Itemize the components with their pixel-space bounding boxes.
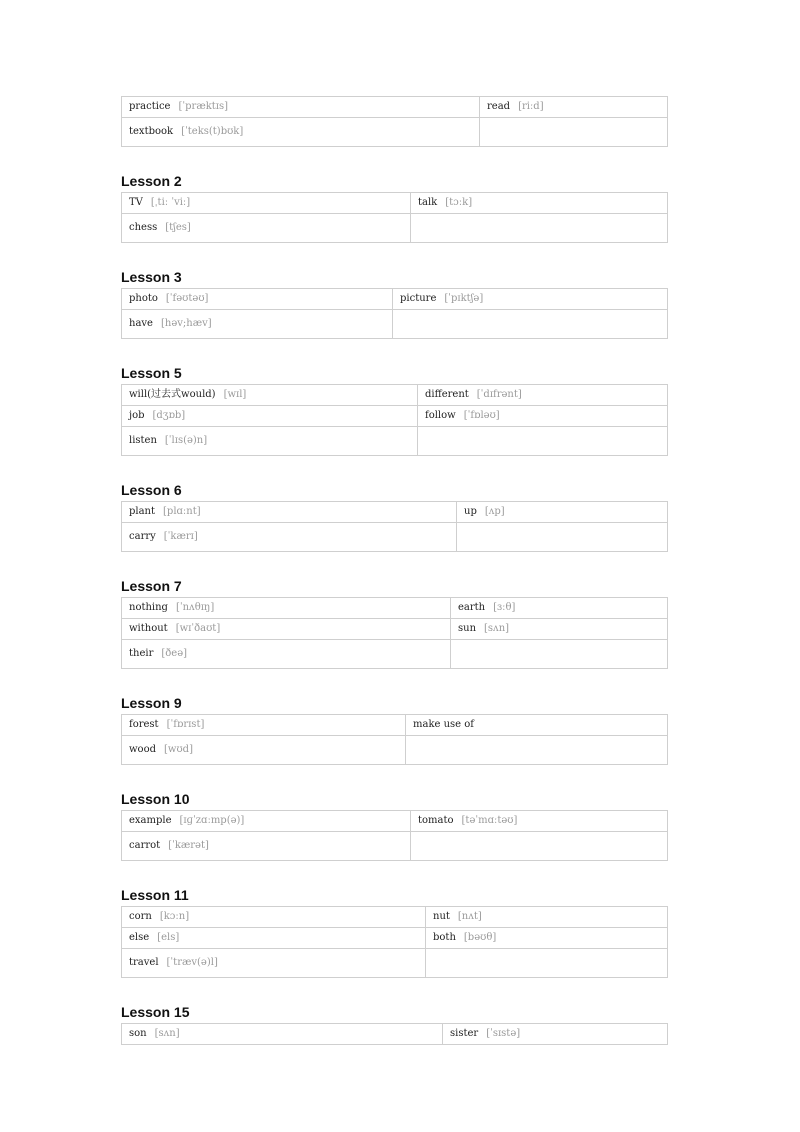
table-row <box>122 598 668 619</box>
vocab-cell <box>457 502 668 523</box>
vocab-cell <box>418 427 668 456</box>
vocab-pronunciation: [ɜːθ] <box>493 602 516 613</box>
vocab-cell <box>418 406 668 427</box>
vocab-word: earth <box>458 602 486 613</box>
lesson-section <box>121 1004 667 1045</box>
table-row <box>122 715 668 736</box>
vocab-cell <box>122 385 418 406</box>
vocab-pronunciation: [ˈdɪfrənt] <box>476 389 522 400</box>
lesson-title: Lesson 9 <box>121 695 182 711</box>
vocab-cell <box>122 640 451 669</box>
vocab-cell <box>122 193 411 214</box>
vocab-pronunciation: [wɪl] <box>223 389 247 400</box>
lesson-title: Lesson 6 <box>121 482 182 498</box>
lesson-section <box>121 482 667 552</box>
lesson-title: Lesson 2 <box>121 173 182 189</box>
vocab-pronunciation: [riːd] <box>518 101 544 112</box>
vocab-word: plant <box>129 506 156 517</box>
vocab-word: make use of <box>413 719 474 730</box>
vocab-table <box>121 288 668 339</box>
lesson-title: Lesson 3 <box>121 269 182 285</box>
table-row <box>122 640 668 669</box>
table-row <box>122 811 668 832</box>
table-row <box>122 193 668 214</box>
table-row <box>122 406 668 427</box>
vocab-cell <box>122 427 418 456</box>
vocab-pronunciation: [kɔːn] <box>159 911 190 922</box>
vocab-cell <box>393 289 668 310</box>
vocab-word: read <box>487 101 511 112</box>
vocab-pronunciation: [wʊd] <box>164 744 193 755</box>
lesson-section <box>121 269 667 339</box>
vocab-cell <box>411 193 668 214</box>
vocab-word: nut <box>433 911 450 922</box>
vocabulary-page <box>121 96 667 1045</box>
vocab-word: sister <box>450 1028 479 1039</box>
vocab-word: sun <box>458 623 477 634</box>
vocab-pronunciation: [sʌn] <box>154 1028 180 1039</box>
vocab-cell <box>122 619 451 640</box>
vocab-cell <box>122 502 457 523</box>
vocab-table <box>121 597 668 669</box>
vocab-pronunciation: [ʌp] <box>484 506 505 517</box>
table-row <box>122 1024 668 1045</box>
vocab-word: carrot <box>129 840 161 851</box>
vocab-cell <box>418 385 668 406</box>
vocab-word: textbook <box>129 126 174 137</box>
vocab-pronunciation: [ðeə] <box>161 648 188 659</box>
vocab-word: wood <box>129 744 157 755</box>
lesson-section <box>121 365 667 456</box>
vocab-pronunciation: [tʃes] <box>165 222 191 233</box>
vocab-word: have <box>129 318 153 329</box>
vocab-pronunciation: [ˈfəʊtəʊ] <box>165 293 209 304</box>
table-row <box>122 619 668 640</box>
table-row <box>122 427 668 456</box>
vocab-pronunciation: [plɑːnt] <box>163 506 201 517</box>
vocab-word: tomato <box>418 815 454 826</box>
table-row <box>122 97 668 118</box>
vocab-cell <box>451 619 668 640</box>
vocab-word: corn <box>129 911 152 922</box>
lesson-section <box>121 887 667 978</box>
vocab-pronunciation: [ˈteks(t)bʊk] <box>181 126 244 137</box>
vocab-word: both <box>433 932 456 943</box>
lesson-title: Lesson 11 <box>121 887 189 903</box>
vocab-cell <box>451 640 668 669</box>
vocab-cell <box>411 832 668 861</box>
table-row <box>122 949 668 978</box>
vocab-word: travel <box>129 957 159 968</box>
vocab-word: photo <box>129 293 158 304</box>
vocab-word: talk <box>418 197 438 208</box>
table-row <box>122 736 668 765</box>
vocab-word: carry <box>129 531 156 542</box>
vocab-word: without <box>129 623 168 634</box>
vocab-pronunciation: [ˌtiː ˈviː] <box>150 197 191 208</box>
vocab-pronunciation: [ˈfɒləʊ] <box>463 410 500 421</box>
vocab-pronunciation: [ˈnʌθɪŋ] <box>175 602 215 613</box>
vocab-pronunciation: [ˈkærɪ] <box>163 531 198 542</box>
vocab-word: example <box>129 815 172 826</box>
lesson-title: Lesson 15 <box>121 1004 190 1020</box>
vocab-word: TV <box>129 197 143 208</box>
vocab-word: listen <box>129 435 157 446</box>
vocab-pronunciation: [nʌt] <box>457 911 482 922</box>
vocab-pronunciation: [ɪɡˈzɑːmp(ə)] <box>179 815 245 826</box>
vocab-pronunciation: [dʒɒb] <box>152 410 186 421</box>
vocab-cell <box>122 406 418 427</box>
table-row <box>122 523 668 552</box>
vocab-cell <box>122 310 393 339</box>
vocab-pronunciation: [ˈpɪktʃə] <box>444 293 484 304</box>
vocab-cell <box>406 736 668 765</box>
vocab-cell <box>122 928 426 949</box>
vocab-cell <box>122 289 393 310</box>
table-row <box>122 832 668 861</box>
vocab-word: different <box>425 389 469 400</box>
lesson-section <box>121 173 667 243</box>
vocab-cell <box>122 1024 443 1045</box>
vocab-cell <box>426 907 668 928</box>
vocab-pronunciation: [ˈsɪstə] <box>486 1028 521 1039</box>
table-row <box>122 928 668 949</box>
vocab-cell <box>122 715 406 736</box>
vocab-table <box>121 384 668 456</box>
vocab-word: son <box>129 1028 147 1039</box>
vocab-cell <box>426 928 668 949</box>
vocab-word: chess <box>129 222 158 233</box>
vocab-table <box>121 1023 668 1045</box>
vocab-cell <box>426 949 668 978</box>
vocab-word: practice <box>129 101 171 112</box>
vocab-pronunciation: [tɔːk] <box>445 197 473 208</box>
vocab-cell <box>393 310 668 339</box>
vocab-word: job <box>129 410 145 421</box>
table-row <box>122 289 668 310</box>
table-row <box>122 907 668 928</box>
vocab-pronunciation: [ˈtræv(ə)l] <box>166 957 218 968</box>
table-row <box>122 118 668 147</box>
vocab-cell <box>122 832 411 861</box>
lesson-title: Lesson 10 <box>121 791 190 807</box>
vocab-cell <box>443 1024 668 1045</box>
lesson-section <box>121 791 667 861</box>
vocab-pronunciation: [təˈmɑːtəʊ] <box>461 815 518 826</box>
vocab-table <box>121 96 668 147</box>
vocab-pronunciation: [ˈkærət] <box>168 840 209 851</box>
vocab-cell <box>122 811 411 832</box>
vocab-word: follow <box>425 410 456 421</box>
vocab-table <box>121 906 668 978</box>
vocab-table <box>121 810 668 861</box>
vocab-cell <box>411 214 668 243</box>
vocab-cell <box>122 598 451 619</box>
vocab-cell <box>122 736 406 765</box>
vocab-pronunciation: [ˈpræktɪs] <box>178 101 229 112</box>
lesson-section <box>121 96 667 147</box>
vocab-cell <box>451 598 668 619</box>
table-row <box>122 502 668 523</box>
vocab-cell <box>122 97 480 118</box>
vocab-pronunciation: [həv;hæv] <box>160 318 212 329</box>
vocab-table <box>121 192 668 243</box>
vocab-cell <box>411 811 668 832</box>
vocab-cell <box>406 715 668 736</box>
vocab-cell <box>480 118 668 147</box>
vocab-cell <box>122 118 480 147</box>
vocab-table <box>121 714 668 765</box>
lesson-section <box>121 578 667 669</box>
vocab-pronunciation: [ˈlɪs(ə)n] <box>164 435 208 446</box>
vocab-pronunciation: [ˈfɒrɪst] <box>166 719 205 730</box>
vocab-cell <box>122 214 411 243</box>
table-row <box>122 310 668 339</box>
vocab-cell <box>122 949 426 978</box>
vocab-table <box>121 501 668 552</box>
vocab-cell <box>122 523 457 552</box>
vocab-word: picture <box>400 293 437 304</box>
vocab-pronunciation: [bəʊθ] <box>463 932 497 943</box>
vocab-word: up <box>464 506 477 517</box>
vocab-word: their <box>129 648 154 659</box>
vocab-word: forest <box>129 719 159 730</box>
vocab-word: nothing <box>129 602 168 613</box>
table-row <box>122 385 668 406</box>
lesson-title: Lesson 5 <box>121 365 182 381</box>
lesson-title: Lesson 7 <box>121 578 182 594</box>
vocab-pronunciation: [wɪˈðaʊt] <box>175 623 221 634</box>
lesson-section <box>121 695 667 765</box>
vocab-word: will(过去式would) <box>129 389 216 400</box>
vocab-cell <box>122 907 426 928</box>
table-row <box>122 214 668 243</box>
vocab-cell <box>480 97 668 118</box>
vocab-pronunciation: [els] <box>157 932 180 943</box>
vocab-cell <box>457 523 668 552</box>
vocab-pronunciation: [sʌn] <box>484 623 510 634</box>
vocab-word: else <box>129 932 150 943</box>
